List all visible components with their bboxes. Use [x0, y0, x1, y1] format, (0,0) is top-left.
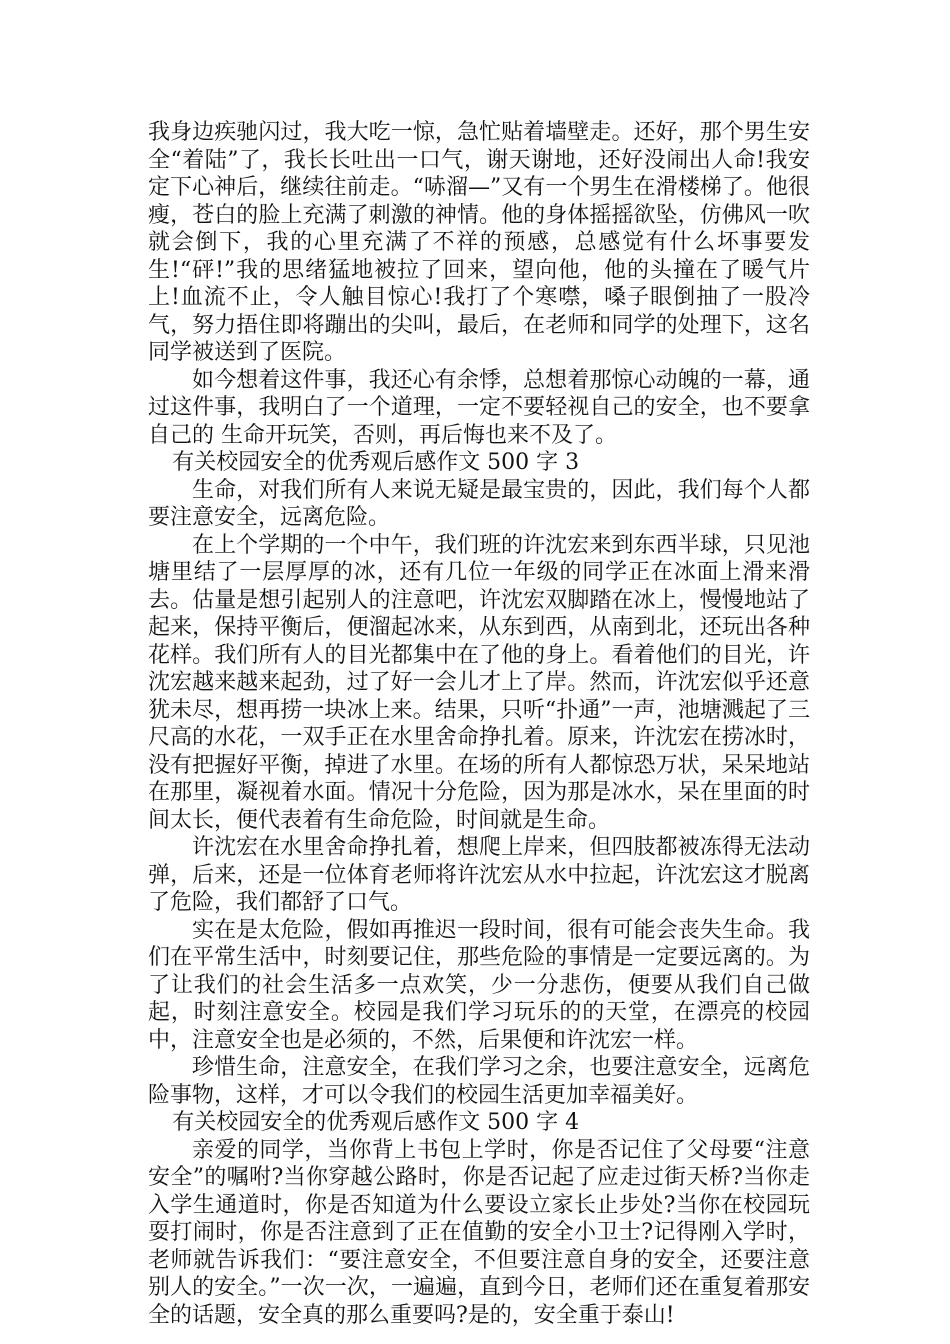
- section-heading-3: 有关校园安全的优秀观后感作文 500 字 3: [172, 450, 580, 475]
- document-body: [148, 119, 810, 1329]
- section-heading-4: 有关校园安全的优秀观后感作文 500 字 4: [172, 1110, 580, 1135]
- paragraph-6: 实在是太危险，假如再推迟一段时间，很有可能会丧失生命。我们在平常生活中，时刻要记住，那些危险的事情是一定要远离的。为了让我们的社会生活多一点欢笑，少一分悲伤，便要从我们自己做起，时刻注意安全。校园是我们学习玩乐的的天堂，在漂亮的校园中，注意安全也是必须的，不然，后果便和许沈宏一样。: [148, 917, 810, 1053]
- paragraph-4: 在上个学期的一个中午，我们班的许沈宏来到东西半球，只见池塘里结了一层厚厚的冰，还有几位一年级的同学正在冰面上滑来滑去。估量是想引起别人的注意吧，许沈宏双脚踏在冰上，慢慢地站了起来，保持平衡后，便溜起冰来，从东到西，从南到北，还玩出各种花样。我们所有人的目光都集中在了他的身上。看着他们的目光，许沈宏越来越来起劲，过了好一会儿才上了岸。然而，许沈宏似乎还意犹未尽，想再捞一块冰上来。结果，只听“扑通”一声，池塘溅起了三尺高的水花，一双手正在水里舍命挣扎着。原来，许沈宏在捞冰时，没有把握好平衡，掉进了水里。在场的所有人都惊恐万状，呆呆地站在那里，凝视着水面。情况十分危险，因为那是冰水，呆在里面的时间太长，便代表着有生命危险，时间就是生命。: [148, 532, 810, 833]
- paragraph-3: 生命，对我们所有人来说无疑是最宝贵的，因此，我们每个人都要注意安全，远离危险。: [148, 477, 810, 530]
- paragraph-2: 如今想着这件事，我还心有余悸，总想着那惊心动魄的一幕，通过这件事，我明白了一个道理，一定不要轻视自己的安全，也不要拿自己的 生命开玩笑，否则，再后悔也来不及了。: [148, 367, 810, 448]
- paragraph-1: 我身边疾驰闪过，我大吃一惊，急忙贴着墙壁走。还好，那个男生安全“着陆”了，我长长吐出一口气，谢天谢地，还好没闹出人命!我安定下心神后，继续往前走。“哧溜—”又有一个男生在滑楼梯了。他很瘦，苍白的脸上充满了刺激的神情。他的身体摇摇欲坠，仿佛风一吹就会倒下，我的心里充满了不祥的预感，总感觉有什么坏事要发生!“砰!”我的思绪猛地被拉了回来，望向他，他的头撞在了暖气片上!血流不止，令人触目惊心!我打了个寒噤，嗓子眼倒抽了一股冷气，努力捂住即将蹦出的尖叫，最后，在老师和同学的处理下，这名同学被送到了医院。: [148, 120, 810, 365]
- paragraph-8: 亲爱的同学，当你背上书包上学时，你是否记住了父母要“注意安全”的嘱咐?当你穿越公路时，你是否记起了应走过街天桥?当你走入学生通道时，你是否知道为什么要设立家长止步处?当你在校园玩耍打闹时，你是否注意到了正在值勤的安全小卫士?记得刚入学时，老师就告诉我们：“要注意安全，不但要注意自身的安全，还要注意别人的安全。”一次一次，一遍遍，直到今日，老师们还在重复着那安全的话题，安全真的那么重要吗?是的，安全重于泰山!: [148, 1137, 810, 1328]
- paragraph-5: 许沈宏在水里舍命挣扎着，想爬上岸来，但四肢都被冻得无法动弹，后来，还是一位体育老师将许沈宏从水中拉起，许沈宏这才脱离了危险，我们都舒了口气。: [148, 835, 810, 915]
- paragraph-7: 珍惜生命，注意安全，在我们学习之余，也要注意安全，远离危险事物，这样，才可以令我们的校园生活更加幸福美好。: [148, 1055, 810, 1108]
